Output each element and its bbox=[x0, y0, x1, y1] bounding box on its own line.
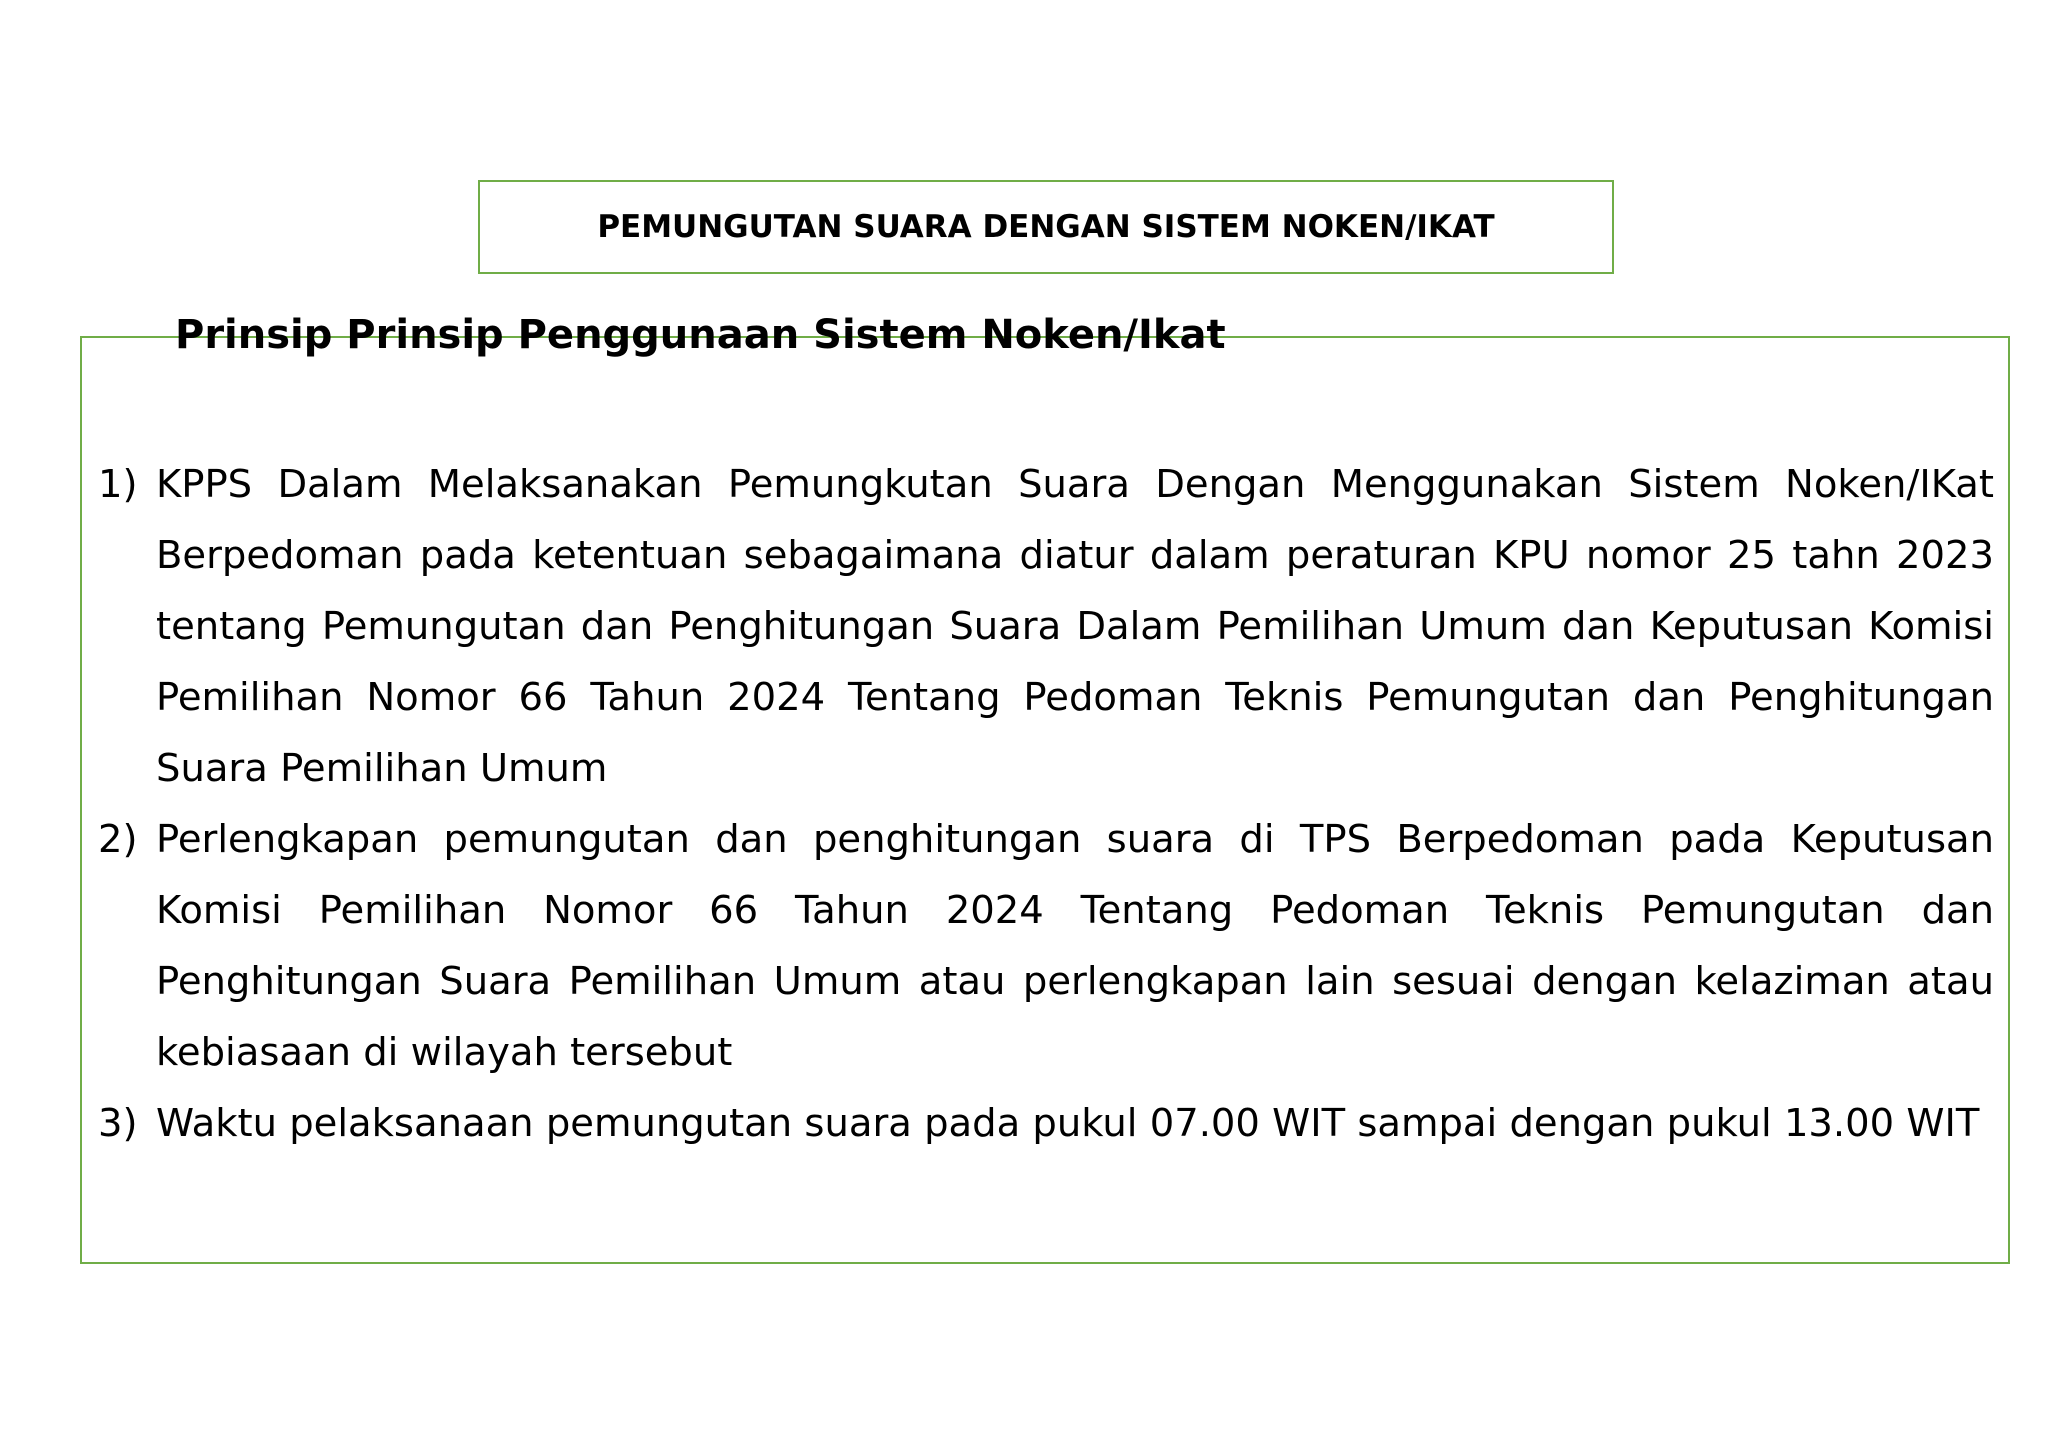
principles-list bbox=[98, 449, 1994, 1159]
list-item-number: 2) bbox=[98, 817, 138, 862]
list-item-number: 3) bbox=[98, 1101, 138, 1146]
list-item bbox=[98, 804, 1994, 1088]
section-subtitle: Prinsip Prinsip Penggunaan Sistem Noken/Ikat bbox=[175, 312, 1226, 358]
title-box bbox=[478, 180, 1614, 274]
list-item-text: Waktu pelaksanaan pemungutan suara pada pukul 07.00 WIT sampai dengan pukul 13.00 WIT bbox=[156, 1101, 1980, 1146]
list-item bbox=[98, 1088, 1994, 1159]
list-item bbox=[98, 449, 1994, 804]
page-title: PEMUNGUTAN SUARA DENGAN SISTEM NOKEN/IKAT bbox=[597, 209, 1495, 245]
list-item-text: Perlengkapan pemungutan dan penghitungan suara di TPS Berpedoman pada Keputusan Komisi Pemilihan Nomor 66 Tahun 2024 Tentang Pedoman Teknis Pemungutan dan Penghitungan Suara Pemilihan Umum atau perlengkapan lain sesuai dengan kelaziman atau kebiasaan di wilayah tersebut bbox=[156, 817, 1994, 1075]
list-item-text: KPPS Dalam Melaksanakan Pemungkutan Suara Dengan Menggunakan Sistem Noken/IKat Berpedoman pada ketentuan sebagaimana diatur dalam peraturan KPU nomor 25 tahn 2023 tentang Pemungutan dan Penghitungan Suara Dalam Pemilihan Umum dan Keputusan Komisi Pemilihan Nomor 66 Tahun 2024 Tentang Pedoman Teknis Pemungutan dan Penghitungan Suara Pemilihan Umum bbox=[156, 462, 1994, 791]
list-item-number: 1) bbox=[98, 462, 138, 507]
